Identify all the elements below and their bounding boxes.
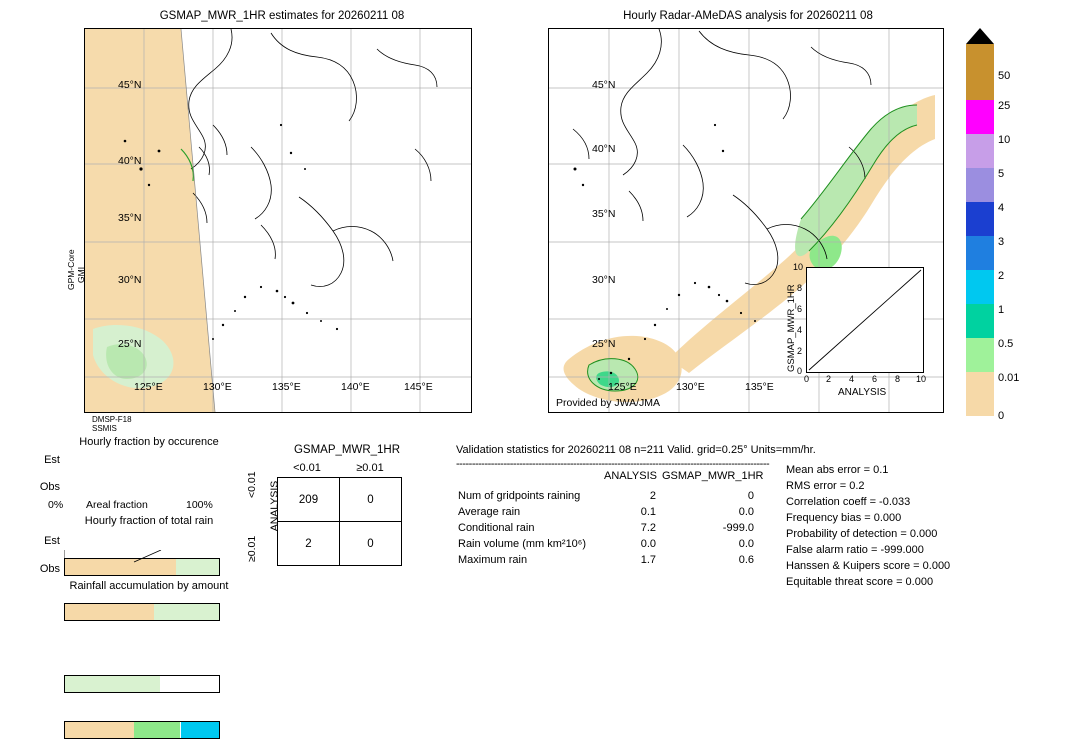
colorbar-band-1 bbox=[966, 304, 994, 338]
footer-label-ssmis: SSMIS bbox=[92, 424, 117, 433]
validation-row-label-0: Num of gridpoints raining bbox=[458, 490, 581, 502]
colorbar-label-0p01: 0.01 bbox=[998, 372, 1020, 384]
contingency-row-header-2: ≥0.01 bbox=[246, 535, 258, 562]
table-row bbox=[458, 552, 758, 568]
right-map-lat-40: 40°N bbox=[592, 143, 616, 155]
contingency-title: GSMAP_MWR_1HR bbox=[293, 444, 401, 456]
colorbar-label-10: 10 bbox=[998, 134, 1011, 146]
scatter-inset-svg bbox=[807, 268, 923, 372]
right-panel-title: Hourly Radar-AMeDAS analysis for 20260211 08 bbox=[623, 10, 873, 22]
scatter-inset[interactable] bbox=[806, 267, 924, 373]
colorbar-label-2: 2 bbox=[998, 270, 1005, 282]
sensor-label-gpm-core: GPM-Core bbox=[66, 249, 76, 290]
occurrence-row-label-est: Est bbox=[44, 454, 60, 466]
colorbar-label-0: 0 bbox=[998, 410, 1005, 422]
colorbar-band-50 bbox=[966, 44, 994, 100]
scatter-y-tick-6: 6 bbox=[797, 304, 803, 314]
occurrence-row-label-obs: Obs bbox=[39, 481, 60, 493]
left-map-lat-25: 25°N bbox=[118, 338, 142, 350]
colorbar-band-4 bbox=[966, 202, 994, 236]
total-rain-bar-est-seg1 bbox=[65, 676, 160, 692]
metric-frequency-bias: Frequency bias = 0.000 bbox=[786, 512, 902, 524]
colorbar-band-25 bbox=[966, 100, 994, 134]
total-rain-bar-obs-seg2 bbox=[134, 722, 180, 738]
contingency-cell-0-1: 0 bbox=[340, 478, 402, 522]
left-map-lat-35: 35°N bbox=[118, 212, 142, 224]
validation-col-analysis: ANALYSIS bbox=[604, 470, 657, 482]
metric-hanssen-kuipers: Hanssen & Kuipers score = 0.000 bbox=[786, 560, 951, 572]
left-map-lon-145: 145°E bbox=[404, 381, 433, 393]
colorbar-top-arrow-icon bbox=[966, 28, 994, 44]
left-map-lat-30: 30°N bbox=[118, 274, 142, 286]
validation-row-label-1: Average rain bbox=[458, 506, 521, 518]
right-map-lon-135: 135°E bbox=[745, 381, 774, 393]
scatter-x-tick-2: 2 bbox=[826, 374, 832, 384]
table-row bbox=[458, 504, 758, 520]
metric-correlation-coeff: Correlation coeff = -0.033 bbox=[786, 496, 911, 508]
left-map-lon-125: 125°E bbox=[134, 381, 163, 393]
validation-row-analysis-2: 7.2 bbox=[640, 522, 656, 534]
scatter-x-tick-0: 0 bbox=[804, 374, 810, 384]
colorbar-label-25: 25 bbox=[998, 100, 1011, 112]
validation-header: Validation statistics for 20260211 08 n=211 Valid. grid=0.25° Units=mm/hr. bbox=[456, 444, 816, 456]
table-row bbox=[458, 520, 758, 536]
right-map-lat-25: 25°N bbox=[592, 338, 616, 350]
colorbar-label-5: 5 bbox=[998, 168, 1005, 180]
validation-row-label-4: Maximum rain bbox=[458, 554, 528, 566]
validation-row-estimate-2: -999.0 bbox=[722, 522, 754, 534]
colorbar-label-4: 4 bbox=[998, 202, 1005, 214]
occurrence-bar-obs-seg1 bbox=[65, 604, 154, 620]
footer-label-dmsp: DMSP-F18 bbox=[92, 415, 132, 424]
validation-col-estimate: GSMAP_MWR_1HR bbox=[662, 470, 764, 482]
scatter-y-tick-0: 0 bbox=[797, 366, 803, 376]
validation-row-label-3: Rain volume (mm km²10⁶) bbox=[458, 538, 586, 550]
total-rain-row-label-est: Est bbox=[44, 535, 60, 547]
colorbar-band-10 bbox=[966, 134, 994, 168]
occurrence-axis-right: 100% bbox=[186, 499, 213, 511]
validation-row-estimate-4: 0.6 bbox=[738, 554, 754, 566]
total-rain-chart-title: Hourly fraction of total rain bbox=[84, 515, 214, 527]
colorbar-label-1: 1 bbox=[998, 304, 1005, 316]
total-rain-bar-est-seg2 bbox=[160, 676, 219, 692]
contingency-cell-0-0: 209 bbox=[278, 478, 340, 522]
contingency-cell-1-0: 2 bbox=[278, 522, 340, 566]
colorbar-band-3 bbox=[966, 236, 994, 270]
left-map-lon-135: 135°E bbox=[272, 381, 301, 393]
scatter-x-tick-6: 6 bbox=[872, 374, 878, 384]
left-map-lat-45: 45°N bbox=[118, 79, 142, 91]
colorbar-band-2 bbox=[966, 270, 994, 304]
metric-mean-abs-error: Mean abs error = 0.1 bbox=[786, 464, 889, 476]
scatter-x-tick-4: 4 bbox=[849, 374, 855, 384]
table-row bbox=[278, 522, 402, 566]
scatter-y-tick-2: 2 bbox=[797, 346, 803, 356]
total-rain-row-label-obs: Obs bbox=[39, 563, 60, 575]
total-rain-bar-obs[interactable] bbox=[64, 721, 220, 739]
left-map-lon-140: 140°E bbox=[341, 381, 370, 393]
scatter-y-tick-8: 8 bbox=[797, 283, 803, 293]
contingency-row-axis-label: ANALYSIS bbox=[268, 480, 281, 532]
left-map-svg bbox=[85, 29, 471, 412]
total-rain-bar-obs-seg1 bbox=[65, 722, 134, 738]
validation-metrics-list bbox=[786, 462, 1036, 590]
scatter-ylabel: GSMAP_MWR_1HR bbox=[786, 284, 797, 372]
occurrence-axis-center: Areal fraction bbox=[86, 499, 148, 511]
occurrence-axis-left: 0% bbox=[48, 499, 64, 511]
right-map-lon-125: 125°E bbox=[608, 381, 637, 393]
occurrence-bar-obs[interactable] bbox=[64, 603, 220, 621]
occurrence-bar-obs-seg2 bbox=[154, 604, 219, 620]
metric-equitable-threat-score: Equitable threat score = 0.000 bbox=[786, 576, 934, 588]
total-rain-connector-lines bbox=[64, 550, 224, 582]
metric-probability-of-detection: Probability of detection = 0.000 bbox=[786, 528, 938, 540]
validation-row-estimate-3: 0.0 bbox=[738, 538, 754, 550]
contingency-col-header-2: ≥0.01 bbox=[356, 462, 384, 474]
contingency-row-header-1: <0.01 bbox=[246, 471, 258, 498]
colorbar-label-3: 3 bbox=[998, 236, 1005, 248]
left-map-lat-40: 40°N bbox=[118, 155, 142, 167]
total-rain-bar-est[interactable] bbox=[64, 675, 220, 693]
right-map-lat-30: 30°N bbox=[592, 274, 616, 286]
validation-table bbox=[458, 488, 758, 568]
validation-row-label-2: Conditional rain bbox=[458, 522, 535, 534]
right-map-lat-35: 35°N bbox=[592, 208, 616, 220]
validation-row-analysis-1: 0.1 bbox=[640, 506, 656, 518]
colorbar-band-0p01 bbox=[966, 372, 994, 416]
scatter-x-tick-8: 8 bbox=[895, 374, 901, 384]
validation-row-analysis-3: 0.0 bbox=[640, 538, 656, 550]
colorbar bbox=[966, 28, 1066, 423]
scatter-y-tick-4: 4 bbox=[797, 325, 803, 335]
metric-false-alarm-ratio: False alarm ratio = -999.000 bbox=[786, 544, 924, 556]
left-panel-title: GSMAP_MWR_1HR estimates for 20260211 08 bbox=[159, 10, 405, 22]
validation-row-estimate-0: 0 bbox=[747, 490, 754, 502]
table-row bbox=[458, 488, 758, 504]
validation-row-estimate-1: 0.0 bbox=[738, 506, 754, 518]
total-rain-caption: Rainfall accumulation by amount bbox=[69, 580, 229, 592]
scatter-y-tick-10: 10 bbox=[793, 262, 804, 272]
contingency-col-header-1: <0.01 bbox=[293, 462, 321, 474]
occurrence-chart-title: Hourly fraction by occurence bbox=[79, 436, 219, 448]
total-rain-bar-obs-seg3 bbox=[181, 722, 220, 738]
right-map-lon-130: 130°E bbox=[676, 381, 705, 393]
sensor-label-gmi: GMI bbox=[76, 266, 86, 283]
provided-by-label: Provided by JWA/JMA bbox=[556, 397, 661, 409]
contingency-cell-1-1: 0 bbox=[340, 522, 402, 566]
table-row bbox=[278, 478, 402, 522]
left-map-lon-130: 130°E bbox=[203, 381, 232, 393]
table-row bbox=[458, 536, 758, 552]
metric-rms-error: RMS error = 0.2 bbox=[786, 480, 865, 492]
colorbar-band-0p5 bbox=[966, 338, 994, 372]
validation-row-analysis-0: 2 bbox=[649, 490, 656, 502]
contingency-table[interactable] bbox=[277, 477, 402, 566]
gsmap-estimate-map[interactable] bbox=[84, 28, 472, 413]
colorbar-label-50: 50 bbox=[998, 70, 1011, 82]
colorbar-band-5 bbox=[966, 168, 994, 202]
validation-row-analysis-4: 1.7 bbox=[640, 554, 656, 566]
right-map-lat-45: 45°N bbox=[592, 79, 616, 91]
colorbar-label-0p5: 0.5 bbox=[998, 338, 1014, 350]
scatter-x-tick-10: 10 bbox=[916, 374, 927, 384]
validation-rule: --------------------------------------------------------------------------------------------------- bbox=[456, 458, 770, 470]
scatter-xlabel: ANALYSIS bbox=[838, 387, 887, 398]
